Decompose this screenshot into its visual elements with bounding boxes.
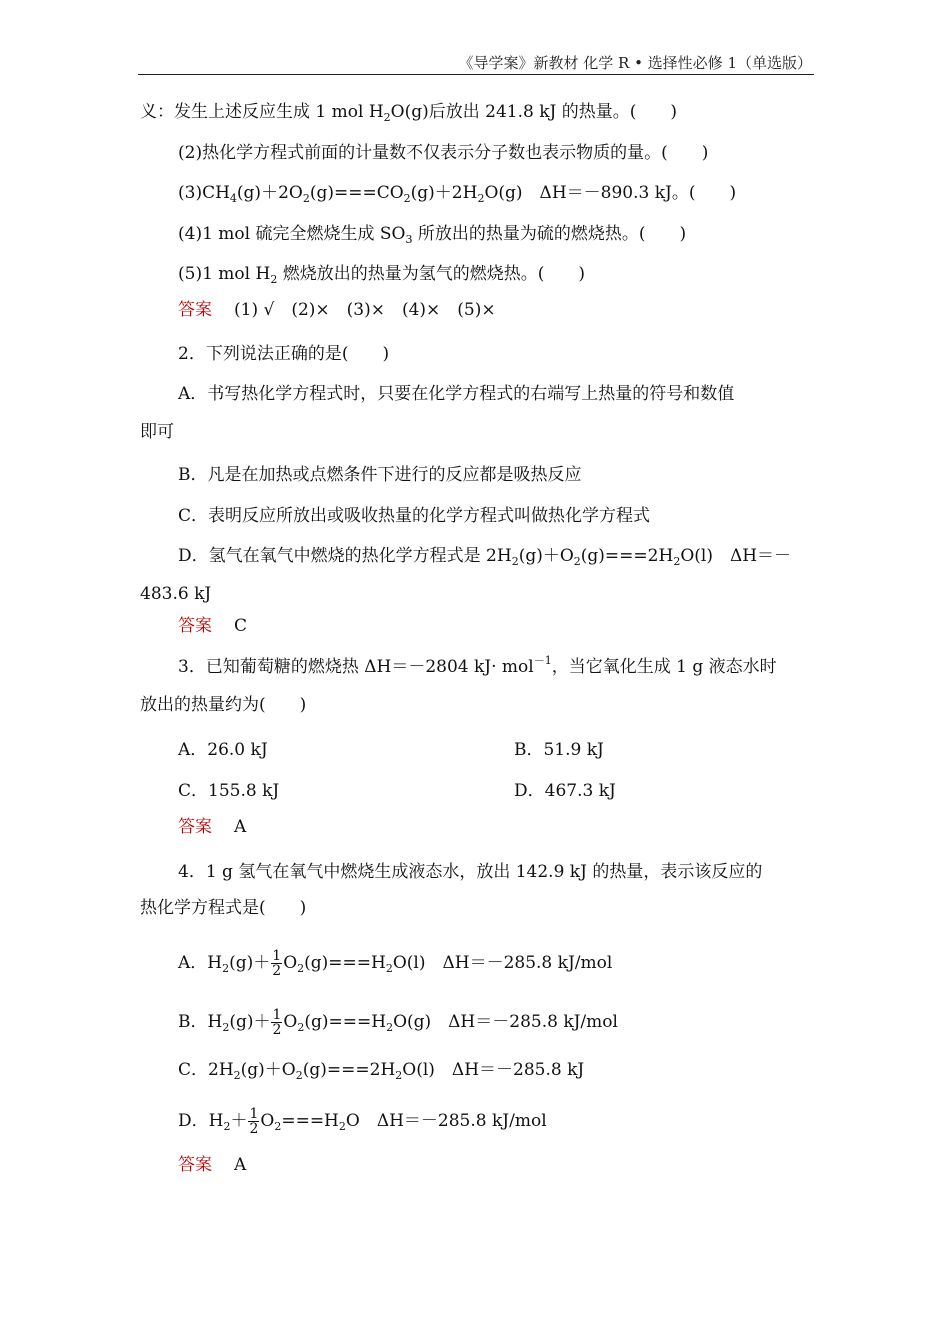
q4-option-d: D．$H_2+$ $\frac{1}{2}$ $O_2===H_2O$ ΔH＝－285.8 kJ/mol	[178, 1106, 547, 1137]
answer-label: 答案	[178, 300, 212, 320]
q3-option-a: A．26.0 kJ	[178, 740, 268, 760]
answer-label: 答案	[178, 817, 212, 837]
header-divider	[138, 74, 814, 75]
q2-option-b: B．凡是在加热或点燃条件下进行的反应都是吸热反应	[178, 465, 582, 485]
q3-answer: 答案 A	[178, 817, 247, 837]
q2-option-d: D．氢气在氧气中燃烧的热化学方程式是 $2H_2(g)+O_2(g)===2H_2O(l)$ ΔH＝－	[178, 546, 792, 568]
q1-item-2: (2)热化学方程式前面的计量数不仅表示分子数也表示物质的量。( )	[178, 143, 709, 163]
q4-option-b: B．$H_2(g)+$ $\frac{1}{2}$ $O_2(g)===H_2O(g)$ ΔH＝－285.8 kJ/mol	[178, 1007, 618, 1038]
q3-stem-cont: 放出的热量约为( )	[140, 695, 307, 715]
q4-option-a: A．$H_2(g)+$ $\frac{1}{2}$ $O_2(g)===H_2O(l)$ ΔH＝－285.8 kJ/mol	[178, 948, 613, 979]
q3-option-b: B．51.9 kJ	[514, 740, 604, 760]
answer-label: 答案	[178, 1155, 212, 1175]
q1-answer: 答案 (1) √ (2)× (3)× (4)× (5)×	[178, 300, 496, 320]
q4-stem: 4．1 g 氢气在氧气中燃烧生成液态水，放出 142.9 kJ 的热量，表示该反应的	[178, 862, 763, 882]
q3-option-c: C．155.8 kJ	[178, 781, 280, 801]
q2-stem: 2．下列说法正确的是( )	[178, 344, 390, 364]
fraction-one-half: $\frac{1}{2}$	[272, 1007, 282, 1038]
q4-answer: 答案 A	[178, 1155, 247, 1175]
q1-definition-line: 义：发生上述反应生成 1 mol $H_2O(g)$后放出 241.8 kJ 的热量。( )	[140, 102, 677, 124]
page-header: 《导学案》新教材 化学 R • 选择性必修 1（单选版）	[458, 54, 812, 72]
q4-stem-cont: 热化学方程式是( )	[140, 898, 307, 918]
q4-option-c: C．$2H_2(g)+O_2(g)===2H_2O(l)$ ΔH＝－285.8 kJ	[178, 1060, 585, 1082]
fraction-one-half: $\frac{1}{2}$	[249, 1106, 259, 1137]
q2-answer: 答案 C	[178, 616, 248, 636]
q3-stem: 3．已知葡萄糖的燃烧热 ΔH＝－2804 kJ· mol$^{-1}$，当它氧化生成 1 g 液态水时	[178, 654, 777, 677]
q3-option-d: D．467.3 kJ	[514, 781, 616, 801]
q1-item-3: $(3)CH_4(g)+2O_2(g)===CO_2(g)+2H_2O(g)$ ΔH＝－890.3 kJ。( )	[178, 183, 737, 205]
fraction-one-half: $\frac{1}{2}$	[272, 948, 282, 979]
q2-option-a-cont: 即可	[140, 422, 174, 442]
q2-option-a: A．书写热化学方程式时，只要在化学方程式的右端写上热量的符号和数值	[178, 384, 735, 404]
q2-option-d-cont: 483.6 kJ	[140, 584, 212, 604]
q2-option-c: C．表明反应所放出或吸收热量的化学方程式叫做热化学方程式	[178, 506, 651, 526]
q1-item-4: (4)1 mol 硫完全燃烧生成 $SO_3$ 所放出的热量为硫的燃烧热。( )	[178, 224, 687, 246]
answer-label: 答案	[178, 616, 212, 636]
q1-item-5: (5)1 mol $H_2$ 燃烧放出的热量为氢气的燃烧热。( )	[178, 264, 585, 286]
